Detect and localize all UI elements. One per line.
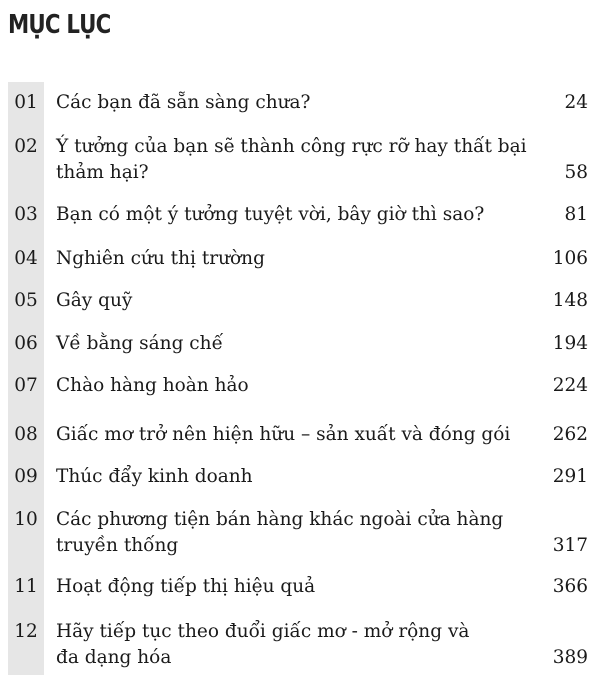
chapter-number: 07 bbox=[14, 375, 38, 396]
chapter-title-line: Các bạn đã sẵn sàng chưa? bbox=[56, 92, 311, 113]
page-number: 224 bbox=[552, 375, 588, 396]
page-number: 389 bbox=[552, 647, 588, 668]
chapter-number: 09 bbox=[14, 466, 38, 487]
chapter-title bbox=[56, 134, 527, 186]
chapter-title-line: đa dạng hóa bbox=[56, 647, 172, 668]
chapter-title bbox=[56, 288, 496, 314]
chapter-title bbox=[56, 246, 496, 272]
chapter-number: 10 bbox=[14, 509, 38, 530]
page-number: 24 bbox=[564, 92, 588, 113]
chapter-title-line: Các phương tiện bán hàng khác ngoài cửa hàng bbox=[56, 509, 504, 530]
chapter-title-line: truyền thống bbox=[56, 535, 179, 556]
chapter-title bbox=[56, 574, 496, 600]
page-number: 106 bbox=[552, 248, 588, 269]
chapter-title bbox=[56, 422, 511, 448]
chapter-number: 05 bbox=[14, 290, 38, 311]
chapter-number: 02 bbox=[14, 136, 38, 157]
chapter-number: 01 bbox=[14, 92, 38, 113]
chapter-title-line: Thúc đẩy kinh doanh bbox=[56, 466, 253, 487]
chapter-number: 12 bbox=[14, 621, 38, 642]
page-number: 291 bbox=[552, 466, 588, 487]
page-number: 262 bbox=[552, 424, 588, 445]
page-number: 58 bbox=[564, 162, 588, 183]
chapter-title bbox=[56, 619, 496, 671]
chapter-title bbox=[56, 202, 496, 228]
page-number: 81 bbox=[564, 204, 588, 225]
chapter-title-line: Chào hàng hoàn hảo bbox=[56, 375, 249, 396]
chapter-title-line: Hãy tiếp tục theo đuổi giấc mơ - mở rộng và bbox=[56, 621, 470, 642]
chapter-number: 03 bbox=[14, 204, 38, 225]
chapter-title bbox=[56, 507, 504, 559]
page-number: 148 bbox=[552, 290, 588, 311]
chapter-number: 04 bbox=[14, 248, 38, 269]
chapter-title bbox=[56, 373, 496, 399]
chapter-title-line: Nghiên cứu thị trường bbox=[56, 248, 265, 269]
chapter-title-line: Ý tưởng của bạn sẽ thành công rực rỡ hay thất bại bbox=[56, 136, 527, 157]
table-of-contents bbox=[8, 82, 588, 675]
chapter-title-line: Gây quỹ bbox=[56, 290, 133, 311]
chapter-number: 08 bbox=[14, 424, 38, 445]
chapter-number: 06 bbox=[14, 333, 38, 354]
page-number: 366 bbox=[552, 576, 588, 597]
chapter-title bbox=[56, 331, 496, 357]
chapter-title-line: Giấc mơ trở nên hiện hữu – sản xuất và đóng gói bbox=[56, 424, 511, 445]
chapter-title bbox=[56, 90, 496, 116]
page-title: MỤC LỤC bbox=[8, 10, 111, 40]
chapter-title bbox=[56, 464, 496, 490]
page-number: 317 bbox=[552, 535, 588, 556]
chapter-title-line: Bạn có một ý tưởng tuyệt vời, bây giờ thì sao? bbox=[56, 204, 485, 225]
chapter-title-line: Về bằng sáng chế bbox=[56, 333, 223, 354]
chapter-number: 11 bbox=[14, 576, 38, 597]
page-number: 194 bbox=[552, 333, 588, 354]
chapter-title-line: thảm hại? bbox=[56, 162, 149, 183]
chapter-title-line: Hoạt động tiếp thị hiệu quả bbox=[56, 576, 316, 597]
